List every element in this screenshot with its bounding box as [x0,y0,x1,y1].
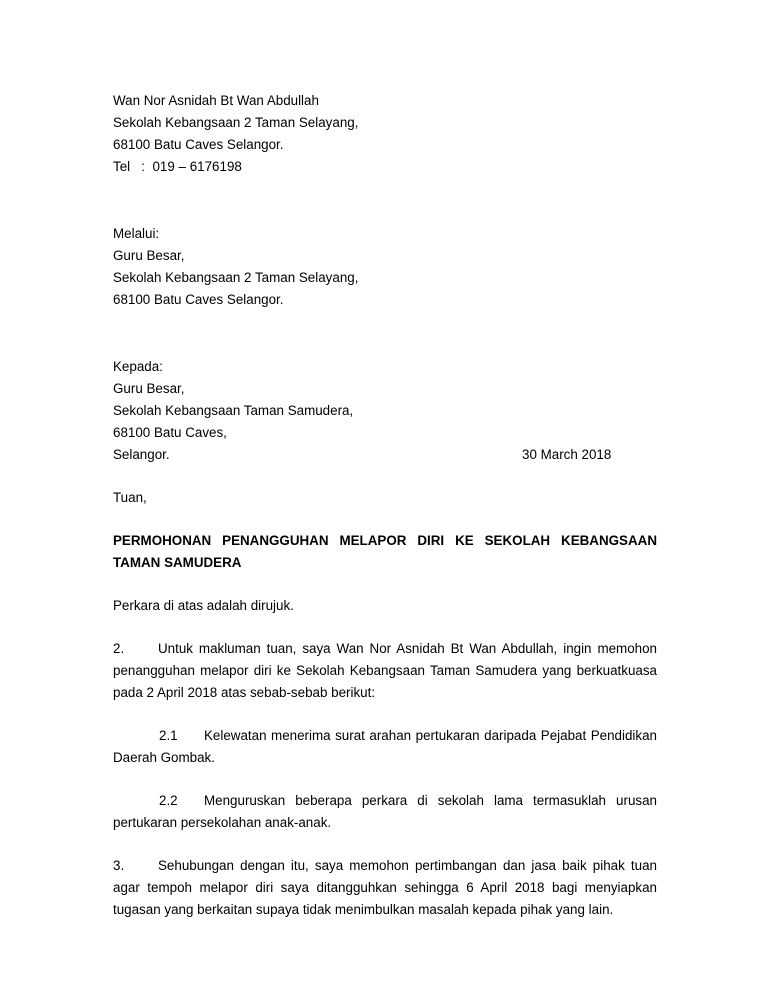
paragraph-2-2-number: 2.2 [159,793,178,808]
paragraph-2-1-text: Kelewatan menerima surat arahan pertukaran daripada Pejabat Pendidikan Daerah Gombak. [113,728,657,765]
paragraph-2-1 [113,725,657,769]
through-title: Guru Besar, [113,248,185,263]
recipient-block [113,356,657,466]
through-block [113,223,657,311]
recipient-state: Selangor. [113,447,170,462]
recipient-title: Guru Besar, [113,381,185,396]
paragraph-3-text: Sehubungan dengan itu, saya memohon pertimbangan dan jasa baik pihak tuan agar tempoh melapor diri saya ditangguhkan sehingga 6 April 2018 bagi menyiapkan tugasan yang berkaitan supaya tidak menimbulkan masalah kepada pihak yang lain. [113,858,657,917]
reference-line: Perkara di atas adalah dirujuk. [113,598,294,613]
tel-separator: : [141,159,146,174]
recipient-school: Sekolah Kebangsaan Taman Samudera, [113,403,354,418]
sender-block [113,90,657,178]
paragraph-2-2-text: Menguruskan beberapa perkara di sekolah lama termasuklah urusan pertukaran persekolahan anak-anak. [113,793,657,830]
letter-subject: PERMOHONAN PENANGGUHAN MELAPOR DIRI KE SEKOLAH KEBANGSAAN TAMAN SAMUDERA [113,533,657,570]
tel-label: Tel [113,159,131,174]
through-school: Sekolah Kebangsaan 2 Taman Selayang, [113,270,359,285]
letter-date: 30 March 2018 [522,447,612,462]
through-label: Melalui: [113,226,160,241]
paragraph-3 [113,855,657,921]
tel-number: 019 – 6176198 [152,159,242,174]
paragraph-2-text: Untuk makluman tuan, saya Wan Nor Asnidah Bt Wan Abdullah, ingin memohon penangguhan melapor diri ke Sekolah Kebangsaan Taman Samudera yang berkuatkuasa pada 2 April 2018 atas sebab-sebab berikut: [113,641,657,700]
paragraph-2-1-number: 2.1 [159,728,178,743]
sender-school: Sekolah Kebangsaan 2 Taman Selayang, [113,115,359,130]
through-address: 68100 Batu Caves Selangor. [113,292,284,307]
paragraph-2-number: 2. [113,641,125,656]
salutation: Tuan, [113,490,147,505]
recipient-label: Kepada: [113,359,163,374]
letter-page [113,90,657,921]
recipient-address: 68100 Batu Caves, [113,425,227,440]
recipient-state-row [113,444,657,466]
sender-name: Wan Nor Asnidah Bt Wan Abdullah [113,93,319,108]
paragraph-2-2 [113,790,657,834]
paragraph-2 [113,638,657,704]
paragraph-3-number: 3. [113,858,125,873]
sender-address: 68100 Batu Caves Selangor. [113,137,284,152]
sender-tel-line [113,156,657,178]
